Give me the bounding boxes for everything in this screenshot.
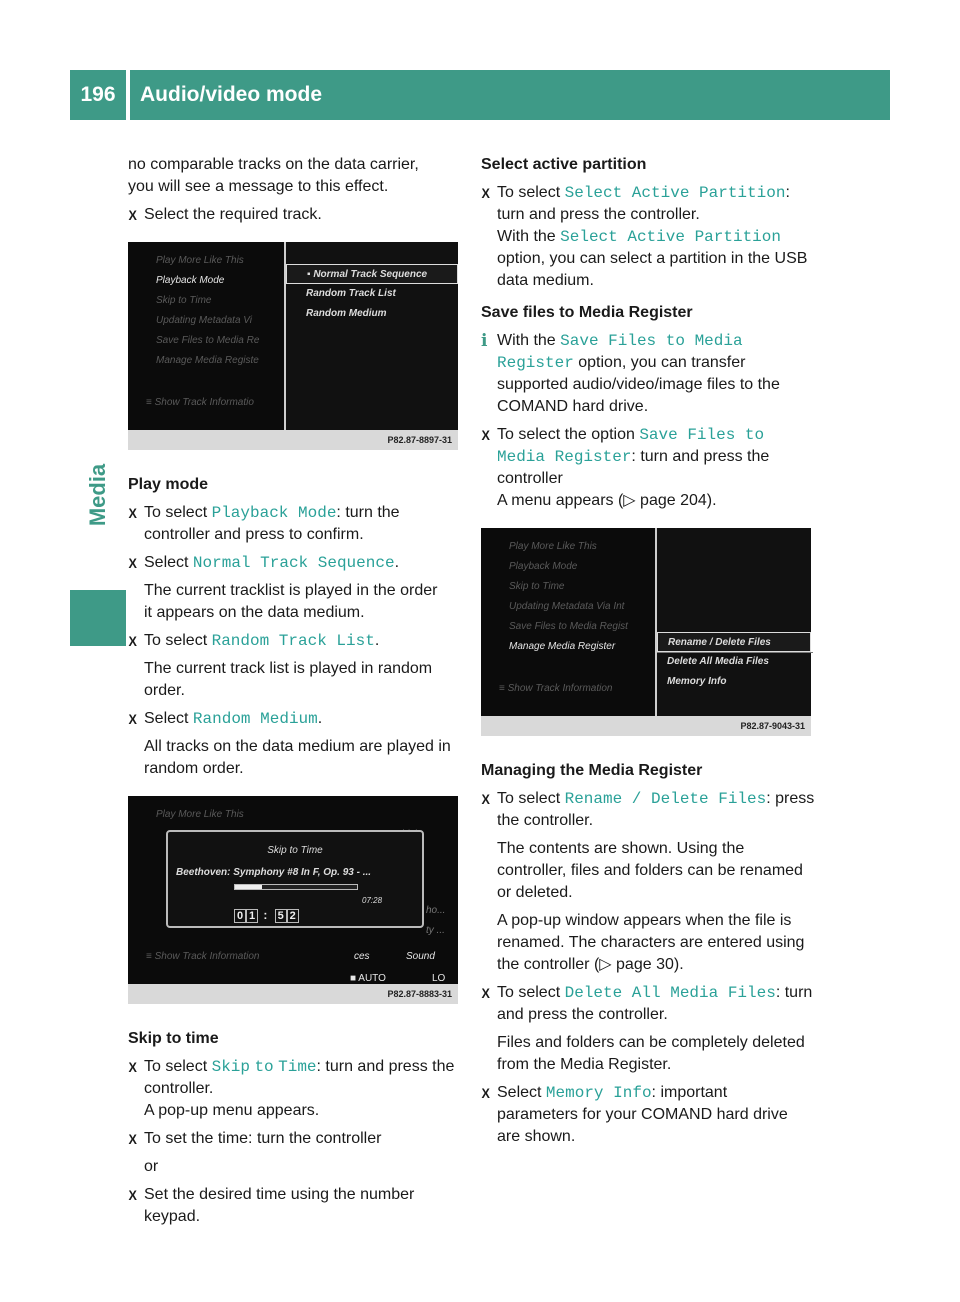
screenshot-playback-mode	[128, 242, 458, 450]
page-ref-arrow-icon: ▷	[623, 492, 636, 509]
side-tab-marker	[70, 590, 126, 646]
options-panel	[655, 528, 811, 716]
menu-item: Play More Like This	[509, 541, 597, 552]
menu-item: Playback Mode	[509, 561, 578, 572]
menu-item-selected: Manage Media Register	[509, 641, 616, 652]
step: X Select Memory Info: important parameters for your COMAND hard drive are shown.	[481, 1082, 816, 1148]
menu-item: ty ...	[426, 925, 445, 936]
heading-skip-to-time: Skip to time	[128, 1030, 219, 1047]
screenshot-skip-to-time	[128, 796, 458, 1004]
step: X Set the desired time using the number keypad.	[128, 1184, 463, 1228]
option: Random Medium	[306, 308, 387, 319]
menu-item: Skip to Time	[156, 295, 212, 306]
menu-item: Play More Like This	[156, 255, 244, 266]
status-item: LO	[432, 973, 446, 984]
section-title: Audio/video mode	[130, 70, 890, 120]
progress-fill	[235, 885, 262, 889]
menu-item: Play More Like This	[156, 809, 244, 820]
option: Random Track List	[306, 288, 396, 299]
progress-bar	[234, 884, 358, 890]
total-time: 07:28	[362, 896, 383, 905]
popup-title: Skip to Time	[267, 845, 323, 856]
heading-save-files: Save files to Media Register	[481, 304, 693, 321]
step: X To select Skip to Time: turn and press the controller. A pop-up menu appears.	[128, 1056, 463, 1122]
step-desc: The current tracklist is played in the order it appears on the data medium.	[144, 582, 438, 621]
intro-text-2: you will see a message to this effect.	[128, 178, 389, 195]
page-ref-arrow-icon: ▷	[599, 956, 612, 973]
show-info-item: ≡ Show Track Information	[146, 951, 260, 962]
option: Delete All Media Files	[667, 656, 769, 667]
show-info-item: ≡ Show Track Informatio	[146, 397, 254, 408]
step: X To select Playback Mode: turn the controller and press to confirm.	[128, 502, 463, 546]
step-desc: The current track list is played in random order.	[144, 660, 433, 699]
status-item: ■ AUTO	[350, 973, 386, 984]
right-column	[481, 154, 816, 1148]
option-selected: Rename / Delete Files	[657, 632, 811, 652]
menu-item: ho...	[426, 905, 446, 916]
step: X To select Select Active Partition: turn and press the controller. With the Select Active Partition option, you can select a partition in the USB data medium.	[481, 182, 816, 292]
bottom-item: Sound	[406, 951, 435, 962]
figure-caption: P82.87-8897-31	[128, 430, 458, 450]
step-desc: All tracks on the data medium are played in random order.	[144, 738, 451, 777]
figure-caption: P82.87-8883-31	[128, 984, 458, 1004]
page-number: 196	[70, 70, 126, 120]
option: Memory Info	[667, 676, 727, 687]
step-desc: Files and folders can be completely deleted from the Media Register.	[497, 1034, 805, 1073]
time-digits: 0 1 : 5 2	[234, 904, 299, 926]
step: X To select Delete All Media Files: turn and press the controller.	[481, 982, 816, 1026]
step-desc: A pop-up window appears when the file is renamed. The characters are entered using the controller (▷ page 30).	[497, 912, 805, 973]
bottom-item: ces	[354, 951, 370, 962]
menu-item: Updating Metadata Vi	[156, 315, 252, 326]
step: X To set the time: turn the controller	[128, 1128, 463, 1150]
menu-item: Save Files to Media Re	[156, 335, 260, 346]
intro-text-1: no comparable tracks on the data carrier,	[128, 156, 419, 173]
heading-play-mode: Play mode	[128, 476, 209, 493]
menu-item: Updating Metadata Via Int	[509, 601, 625, 612]
info-icon: i	[481, 331, 488, 351]
step-or: or	[144, 1158, 159, 1175]
menu-item: Manage Media Registe	[156, 355, 259, 366]
step: X To select Random Track List.	[128, 630, 463, 652]
screenshot-media-register	[481, 528, 811, 736]
show-info-item: ≡ Show Track Information	[499, 683, 613, 694]
menu-item-selected: Playback Mode	[156, 275, 225, 286]
step-select-track: X Select the required track.	[128, 204, 463, 226]
info-note: i With the Save Files to Media Register option, you can transfer supported audio/video/image files to the COMAND hard drive.	[481, 331, 780, 415]
step-desc: The contents are shown. Using the controller, files and folders can be renamed or deleted.	[497, 840, 803, 901]
heading-managing-register: Managing the Media Register	[481, 762, 703, 779]
menu-item: Skip to Time	[509, 581, 565, 592]
step: X Select Normal Track Sequence.	[128, 552, 463, 574]
step: X Select Random Medium.	[128, 708, 463, 730]
option-selected: ▪ Normal Track Sequence	[286, 264, 458, 284]
step: X To select Rename / Delete Files: press the controller.	[481, 788, 816, 832]
figure-caption: P82.87-9043-31	[481, 716, 811, 736]
menu-item: Save Files to Media Regist	[509, 621, 628, 632]
options-panel	[284, 242, 458, 430]
side-tab-label: Media	[85, 463, 110, 527]
skip-to-time-popup	[166, 830, 424, 928]
step: X To select the option Save Files to Media Register: turn and press the controller A menu appears (▷ page 204).	[481, 424, 816, 512]
popup-track: Beethoven: Symphony #8 In F, Op. 93 - ...	[176, 867, 372, 878]
left-column	[128, 154, 463, 1228]
heading-select-partition: Select active partition	[481, 156, 647, 173]
side-tab	[70, 400, 126, 590]
